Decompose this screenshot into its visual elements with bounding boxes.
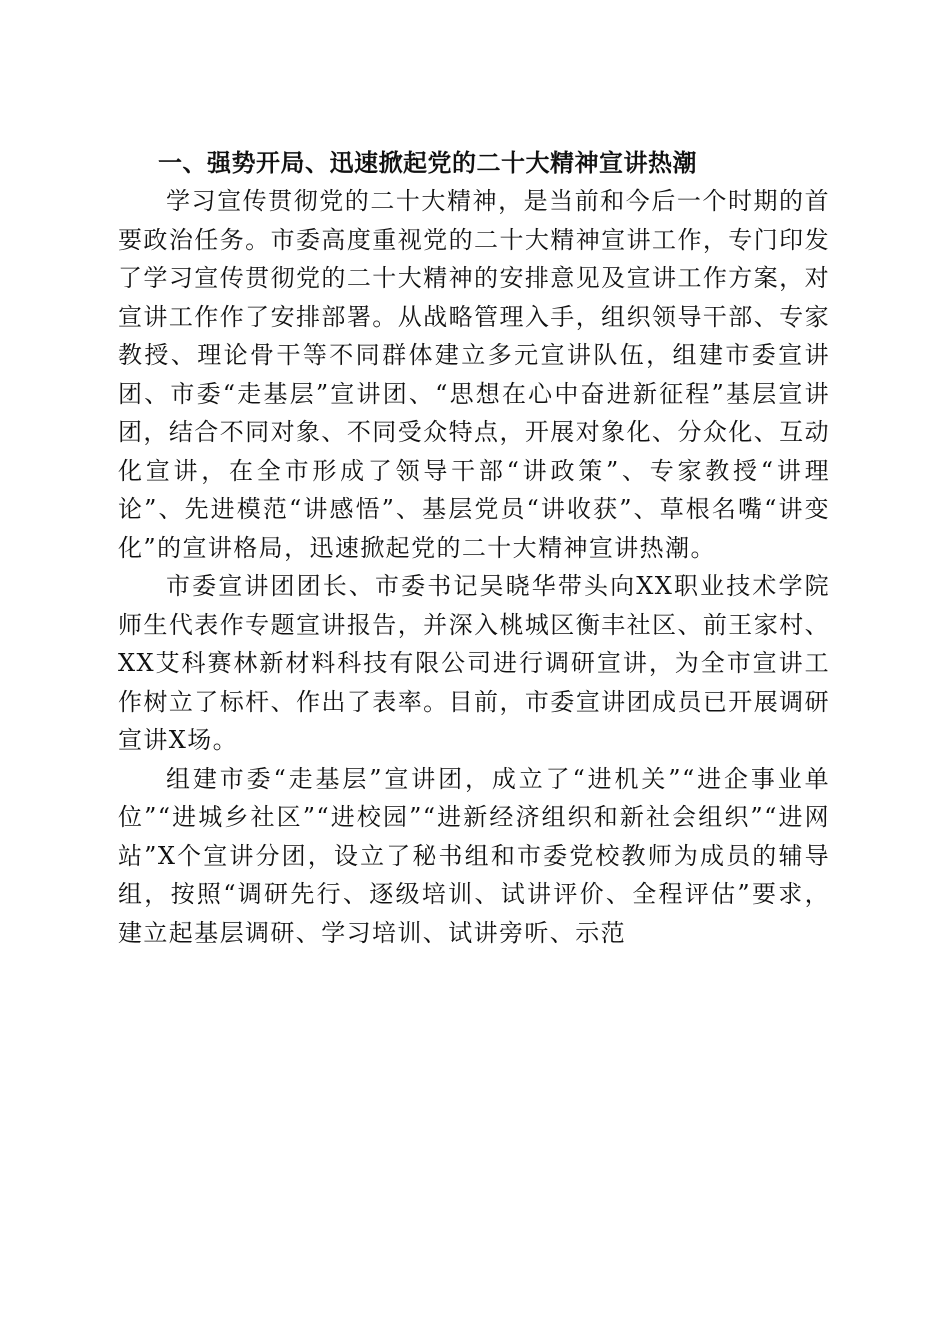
document-body — [118, 144, 830, 952]
section-heading: 一、强势开局、迅速掀起党的二十大精神宣讲热潮 — [158, 149, 697, 177]
body-paragraph-3: 组建市委“走基层”宣讲团，成立了“进机关”“进企事业单位”“进城乡社区”“进校园”“进新经济组织和新社会组织”“进网站”X个宣讲分团，设立了秘书组和市委党校教师为成员的辅导组，按照“调研先行、逐级培训、试讲评价、全程评估”要求，建立起基层调研、学习培训、试讲旁听、示范 — [118, 764, 830, 947]
body-paragraph-2: 市委宣讲团团长、市委书记吴晓华带头向XX职业技术学院师生代表作专题宣讲报告，并深入桃城区衡丰社区、前王家村、XX艾科赛林新材料科技有限公司进行调研宣讲，为全市宣讲工作树立了标杆、作出了表率。目前，市委宣讲团成员已开展调研宣讲X场。 — [118, 572, 830, 754]
body-paragraph-1: 学习宣传贯彻党的二十大精神，是当前和今后一个时期的首要政治任务。市委高度重视党的二十大精神宣讲工作，专门印发了学习宣传贯彻党的二十大精神的安排意见及宣讲工作方案，对宣讲工作作了安排部署。从战略管理入手，组织领导干部、专家教授、理论骨干等不同群体建立多元宣讲队伍，组建市委宣讲团、市委“走基层”宣讲团、“思想在心中奋进新征程”基层宣讲团，结合不同对象、不同受众特点，开展对象化、分众化、互动化宣讲，在全市形成了领导干部“讲政策”、专家教授“讲理论”、先进模范“讲感悟”、基层党员“讲收获”、草根名嘴“讲变化”的宣讲格局，迅速掀起党的二十大精神宣讲热潮。 — [118, 187, 830, 562]
